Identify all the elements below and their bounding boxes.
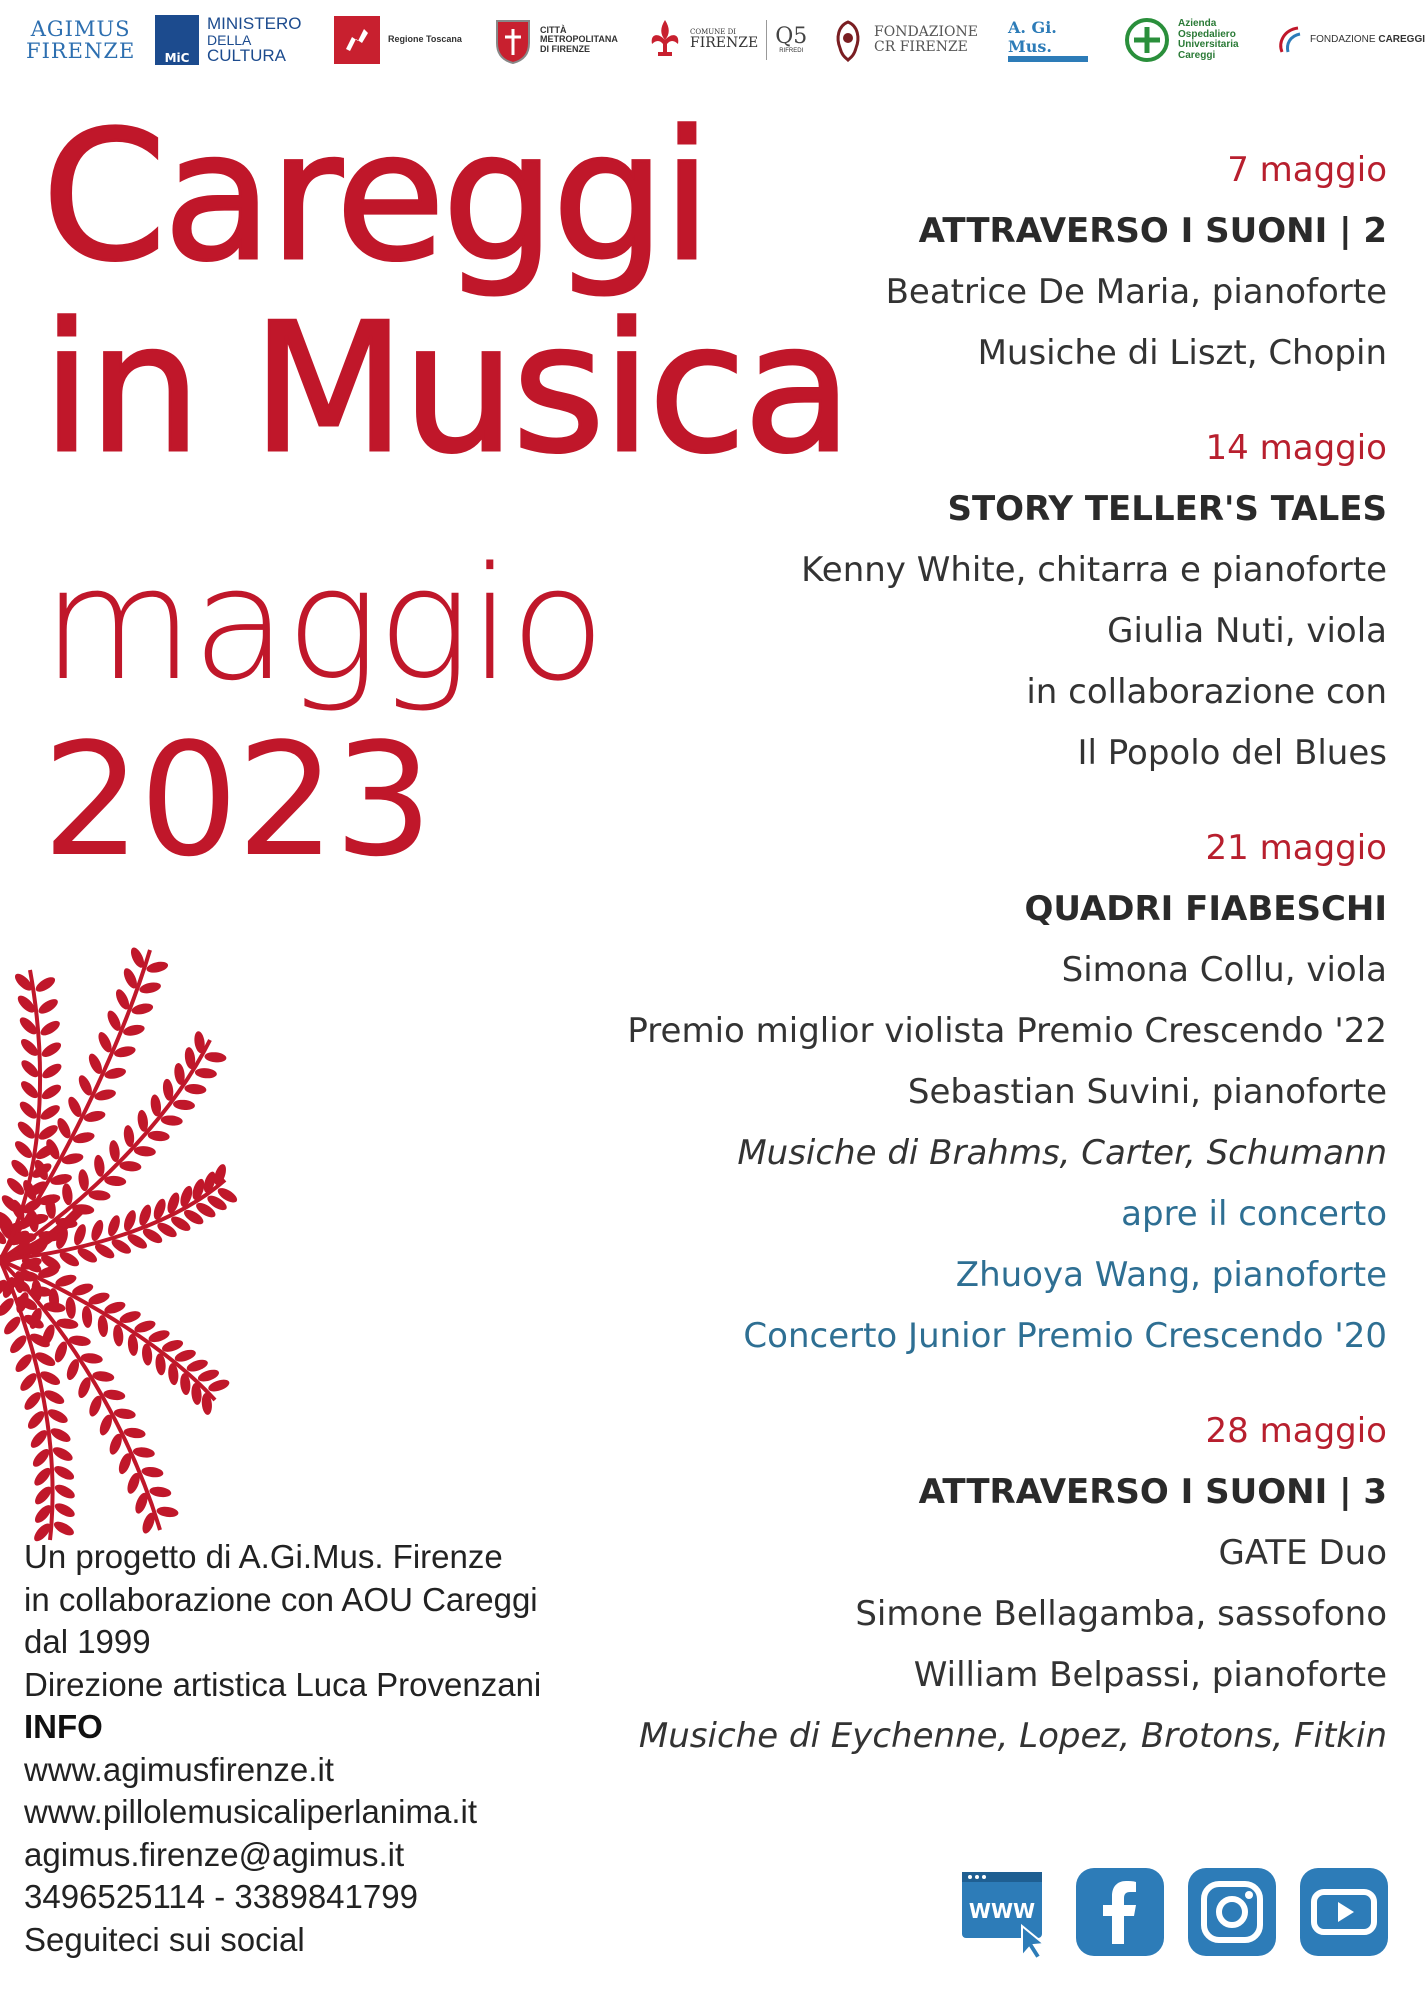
fondazione-cr-firenze-logo xyxy=(830,12,978,68)
info-heading: INFO xyxy=(24,1708,103,1745)
tree-illustration xyxy=(0,930,230,1550)
mic-badge: MiC xyxy=(155,15,199,65)
event-date: 28 maggio xyxy=(1205,1411,1387,1451)
leaf xyxy=(61,1183,74,1206)
event-title: QUADRI FIABESCHI xyxy=(1024,889,1387,929)
leaf xyxy=(132,1446,155,1459)
event-detail: Musiche di Liszt, Chopin xyxy=(977,333,1387,373)
credit-line: in collaborazione con AOU Careggi xyxy=(24,1580,538,1618)
fondazione-careggi-logo xyxy=(1276,12,1425,68)
leaf xyxy=(17,1370,39,1393)
web-icon[interactable] xyxy=(960,1868,1052,1964)
leaf xyxy=(173,1099,196,1111)
logo-text: Azienda xyxy=(1178,18,1217,29)
logo-text: FONDAZIONE xyxy=(874,24,978,41)
leaf xyxy=(160,1115,183,1127)
leaf xyxy=(113,1407,136,1420)
event-date: 21 maggio xyxy=(1205,828,1387,868)
leaf xyxy=(156,1505,179,1518)
leaf xyxy=(119,1160,142,1172)
aouc-badge-icon xyxy=(1124,17,1170,63)
logo-text: FIRENZE xyxy=(690,35,759,52)
leaf xyxy=(49,1426,73,1445)
logo-text: CITTÀ xyxy=(540,24,567,35)
event-title: ATTRAVERSO I SUONI | 2 xyxy=(918,211,1387,251)
event-opener: Concerto Junior Premio Crescendo '20 xyxy=(743,1316,1387,1356)
leaf xyxy=(39,1040,63,1060)
credit-line: Direzione artistica Luca Provenzani xyxy=(24,1665,542,1703)
event-detail: Beatrice De Maria, pianoforte xyxy=(885,272,1387,312)
leaf xyxy=(65,1296,77,1319)
q5-badge: Q5 xyxy=(775,24,808,50)
shield-icon xyxy=(494,15,532,65)
leaf xyxy=(149,1486,172,1499)
event-date: 7 maggio xyxy=(1227,150,1387,190)
partner-logos xyxy=(0,0,1425,90)
event-detail: Simone Bellagamba, sassofono xyxy=(855,1594,1387,1634)
logo-text: MINISTERO xyxy=(207,13,302,33)
leaf xyxy=(1,1314,23,1337)
leaf xyxy=(123,1427,146,1440)
event-detail: Il Popolo del Blues xyxy=(1077,733,1387,773)
event-item xyxy=(527,1401,1387,1767)
fleur-de-lis-icon xyxy=(648,18,682,62)
event-program: Musiche di Eychenne, Lopez, Brotons, Fitkin xyxy=(638,1716,1387,1756)
leaf xyxy=(53,1482,77,1501)
event-date: 14 maggio xyxy=(1205,428,1387,468)
pegasus-icon xyxy=(334,16,380,64)
logo-text: RIFREDI xyxy=(779,48,804,55)
leaf xyxy=(40,1061,64,1081)
logo-text: AGIMUS xyxy=(30,16,131,41)
title-year: 2023 xyxy=(42,709,432,891)
leaf xyxy=(123,1125,136,1148)
divider xyxy=(766,20,767,60)
leaf xyxy=(138,981,162,996)
leaf xyxy=(81,1305,93,1328)
regione-toscana-logo xyxy=(334,12,462,68)
leaf xyxy=(204,1051,227,1063)
logo-text: COMUNE DI xyxy=(690,27,736,36)
credits-block xyxy=(24,1536,624,1961)
leaf xyxy=(13,1352,35,1375)
leaf xyxy=(108,1140,121,1163)
leaf xyxy=(194,1067,217,1079)
agimus-association-logo xyxy=(1008,12,1088,68)
credit-line: Un progetto di A.Gi.Mus. Firenze xyxy=(24,1538,503,1575)
leaf xyxy=(77,1169,90,1192)
credit-line: dal 1999 xyxy=(24,1623,151,1660)
leaf xyxy=(17,1099,40,1122)
leaf xyxy=(141,1466,164,1479)
logo-text: Regione Toscana xyxy=(388,34,462,45)
crest-icon xyxy=(830,18,866,62)
event-detail: Kenny White, chitarra e pianoforte xyxy=(801,550,1387,590)
leaf xyxy=(9,1157,32,1180)
logo-text: FONDAZIONE xyxy=(1310,33,1376,45)
aou-careggi-logo xyxy=(1124,12,1239,68)
logo-text: DI FIRENZE xyxy=(540,43,591,54)
leaf xyxy=(15,1119,38,1142)
event-detail: Simona Collu, viola xyxy=(1061,950,1387,990)
email-link[interactable]: agimus.firenze@agimus.it xyxy=(24,1835,405,1873)
logo-text: Universitaria xyxy=(1178,39,1239,50)
leaf xyxy=(93,1154,106,1177)
logo-text: Careggi xyxy=(1178,49,1216,61)
event-detail: William Belpassi, pianoforte xyxy=(913,1655,1387,1695)
logo-text: A. Gi. Mus. xyxy=(1008,18,1088,62)
event-detail: GATE Duo xyxy=(1218,1533,1387,1573)
website-link[interactable]: www.pillolemusicaliperlanima.it xyxy=(24,1793,477,1830)
event-opener: apre il concerto xyxy=(1121,1194,1387,1234)
leaf xyxy=(133,1145,156,1157)
logo-text: CR FIRENZE xyxy=(874,39,968,55)
concert-schedule xyxy=(527,140,1387,1801)
leaf xyxy=(12,1138,35,1161)
leaf xyxy=(184,1083,207,1095)
logo-text: Ospedaliero xyxy=(1178,28,1236,40)
event-opener: Zhuoya Wang, pianoforte xyxy=(955,1255,1387,1295)
leaf xyxy=(53,1501,77,1520)
leaf xyxy=(52,1463,76,1482)
event-title: ATTRAVERSO I SUONI | 3 xyxy=(918,1472,1387,1512)
leaf xyxy=(112,1324,124,1347)
phone-numbers: 3496525114 - 3389841799 xyxy=(24,1878,418,1915)
logo-text: CULTURA xyxy=(207,46,287,66)
website-link[interactable]: www.agimusfirenze.it xyxy=(24,1750,334,1788)
agimus-logo xyxy=(26,12,135,68)
leaf xyxy=(7,1333,29,1356)
logo-text: DELLA xyxy=(207,31,252,48)
leaf xyxy=(97,1315,109,1338)
leaf xyxy=(38,1018,62,1038)
citta-metropolitana-logo xyxy=(494,12,618,68)
ministero-cultura-logo xyxy=(155,12,301,68)
leaf xyxy=(147,1130,170,1142)
swoosh-icon xyxy=(1276,24,1302,56)
comune-firenze-logo xyxy=(648,12,807,68)
title-month: maggio xyxy=(42,533,604,715)
facebook-icon[interactable] xyxy=(1076,1868,1164,1960)
web-label: WWW xyxy=(968,1899,1036,1923)
event-detail: Premio miglior violista Premio Crescendo '22 xyxy=(627,1011,1387,1051)
leaf xyxy=(130,1002,154,1017)
event-item xyxy=(527,140,1387,384)
social-label: Seguiteci sui social xyxy=(24,1920,305,1958)
instagram-icon[interactable] xyxy=(1188,1868,1276,1960)
leaf xyxy=(51,1444,75,1463)
event-program: Musiche di Brahms, Carter, Schumann xyxy=(737,1133,1387,1173)
logo-text: METROPOLITANA xyxy=(540,34,618,45)
event-item xyxy=(527,818,1387,1367)
leaf xyxy=(39,1082,63,1102)
event-detail: Sebastian Suvini, pianoforte xyxy=(907,1072,1387,1112)
event-title: STORY TELLER'S TALES xyxy=(947,489,1387,529)
logo-text: FIRENZE xyxy=(26,39,136,63)
title-line-1: Careggi xyxy=(42,93,709,300)
leaf xyxy=(33,974,57,994)
leaf xyxy=(36,996,60,1016)
leaf xyxy=(18,1078,41,1101)
event-item xyxy=(527,418,1387,784)
leaf xyxy=(145,960,169,975)
event-detail: in collaborazione con xyxy=(1026,672,1387,712)
logo-text: CAREGGI xyxy=(1378,33,1425,45)
youtube-icon[interactable] xyxy=(1300,1868,1388,1960)
event-detail: Giulia Nuti, viola xyxy=(1107,611,1387,651)
title-line-2: in Musica xyxy=(42,285,850,492)
